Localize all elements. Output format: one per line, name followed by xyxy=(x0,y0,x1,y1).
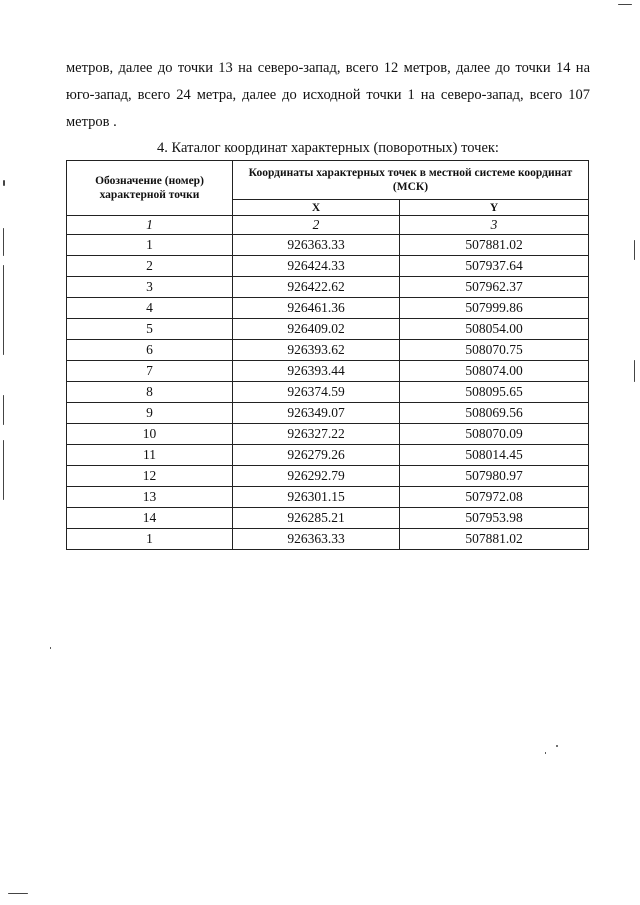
y-cell: 508054.00 xyxy=(400,319,589,340)
point-cell: 7 xyxy=(67,361,233,382)
y-cell: 508074.00 xyxy=(400,361,589,382)
point-cell: 10 xyxy=(67,424,233,445)
paragraph-line-1: метров, далее до точки 13 на северо-запад, всего 12 метров, далее до точки 14 на xyxy=(66,60,590,76)
y-cell: 508070.75 xyxy=(400,340,589,361)
column-index-row xyxy=(67,216,589,235)
y-cell: 508069.56 xyxy=(400,403,589,424)
coords-group-header: Координаты характерных точек в местной системе координат (МСК) xyxy=(233,161,589,200)
point-cell: 1 xyxy=(67,529,233,550)
x-cell: 926374.59 xyxy=(233,382,400,403)
paragraph-line-2: юго-запад, всего 24 метра, далее до исходной точки 1 на северо-запад, всего 107 xyxy=(66,87,590,103)
point-cell: 2 xyxy=(67,256,233,277)
x-cell: 926363.33 xyxy=(233,529,400,550)
y-cell: 507962.37 xyxy=(400,277,589,298)
scan-speck xyxy=(3,265,4,355)
x-cell: 926424.33 xyxy=(233,256,400,277)
table-row xyxy=(67,361,589,382)
table-row xyxy=(67,529,589,550)
point-cell: 9 xyxy=(67,403,233,424)
table-row xyxy=(67,403,589,424)
point-cell: 8 xyxy=(67,382,233,403)
scan-speck xyxy=(3,440,4,500)
x-cell: 926279.26 xyxy=(233,445,400,466)
y-cell: 507999.86 xyxy=(400,298,589,319)
table-row xyxy=(67,298,589,319)
column-index-2: 2 xyxy=(233,216,400,235)
x-cell: 926327.22 xyxy=(233,424,400,445)
y-cell: 507881.02 xyxy=(400,235,589,256)
coordinates-table xyxy=(66,160,589,550)
table-row xyxy=(67,466,589,487)
point-cell: 1 xyxy=(67,235,233,256)
point-column-header: Обозначение (номер) характерной точки xyxy=(67,161,233,216)
x-cell: 926301.15 xyxy=(233,487,400,508)
column-index-1: 1 xyxy=(67,216,233,235)
table-body xyxy=(67,216,589,550)
point-cell: 5 xyxy=(67,319,233,340)
x-cell: 926422.62 xyxy=(233,277,400,298)
scan-speck xyxy=(8,893,28,894)
table-row xyxy=(67,235,589,256)
section-heading: 4. Каталог координат характерных (поворотных) точек: xyxy=(157,140,499,156)
x-cell: 926393.62 xyxy=(233,340,400,361)
point-cell: 12 xyxy=(67,466,233,487)
y-cell: 507937.64 xyxy=(400,256,589,277)
scan-speck xyxy=(3,395,4,425)
x-cell: 926393.44 xyxy=(233,361,400,382)
point-cell: 13 xyxy=(67,487,233,508)
scan-speck xyxy=(634,240,635,260)
point-cell: 4 xyxy=(67,298,233,319)
scan-speck xyxy=(3,180,5,186)
y-cell: 508014.45 xyxy=(400,445,589,466)
scan-speck xyxy=(618,4,632,5)
table-row xyxy=(67,382,589,403)
point-cell: 14 xyxy=(67,508,233,529)
table-row xyxy=(67,487,589,508)
x-cell: 926409.02 xyxy=(233,319,400,340)
table-row xyxy=(67,424,589,445)
x-cell: 926349.07 xyxy=(233,403,400,424)
table-row xyxy=(67,340,589,361)
column-index-3: 3 xyxy=(400,216,589,235)
x-cell: 926285.21 xyxy=(233,508,400,529)
description-paragraph xyxy=(66,55,590,136)
y-column-header: Y xyxy=(400,200,589,216)
scan-speck xyxy=(3,228,4,256)
x-cell: 926363.33 xyxy=(233,235,400,256)
point-cell: 6 xyxy=(67,340,233,361)
point-cell: 11 xyxy=(67,445,233,466)
scan-speck xyxy=(545,752,546,754)
table-row xyxy=(67,508,589,529)
y-cell: 507980.97 xyxy=(400,466,589,487)
y-cell: 507953.98 xyxy=(400,508,589,529)
point-cell: 3 xyxy=(67,277,233,298)
y-cell: 507881.02 xyxy=(400,529,589,550)
table-row xyxy=(67,319,589,340)
y-cell: 508070.09 xyxy=(400,424,589,445)
y-cell: 508095.65 xyxy=(400,382,589,403)
x-column-header: X xyxy=(233,200,400,216)
x-cell: 926461.36 xyxy=(233,298,400,319)
y-cell: 507972.08 xyxy=(400,487,589,508)
table-row xyxy=(67,256,589,277)
scan-speck xyxy=(50,647,51,649)
paragraph-line-3: метров . xyxy=(66,114,117,130)
table-row xyxy=(67,445,589,466)
scan-speck xyxy=(556,745,558,747)
x-cell: 926292.79 xyxy=(233,466,400,487)
table-row xyxy=(67,277,589,298)
scan-speck xyxy=(634,360,635,382)
